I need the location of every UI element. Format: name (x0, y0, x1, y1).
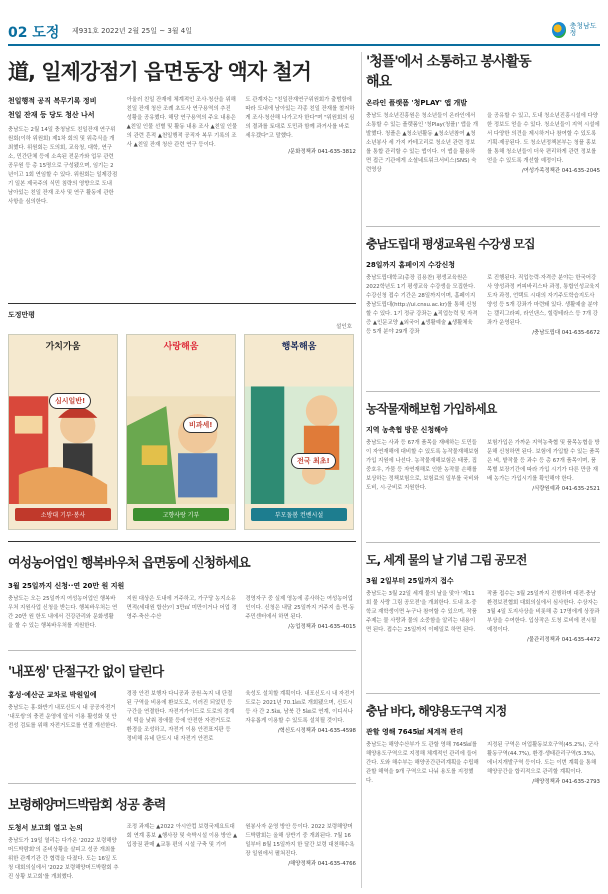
water-contact: /물관리정책과 041-635-4472 (527, 637, 600, 643)
women-contact: /농업정책과 041-635-4015 (288, 624, 356, 630)
lead-title: 道, 일제강점기 읍면동장 액자 철거 (8, 60, 311, 84)
edu-col1: 충남도립대학교(총장 김용찬) 평생교육원은 2022학년도 1기 평생교육 수강생을 모집한다. 수강신청 접수 기간은 28일까지이며, 홈페이지 충남도립대(http://ui.cnsu.ac.kr)를 통해 신청할 수 있다. 1기 정규 강좌는 ▲직업능력 및 자격증 ▲인문교양 ▲외국어 ▲생활예술 ▲생활체육 등 5개 분야 29개 강좌 (366, 275, 478, 335)
bike-title: '내포씽' 단절구간 없이 달린다 (8, 665, 164, 680)
cartoon-panel-2 (126, 334, 236, 530)
insurance-col2: 보험가입은 가까운 지역농축협 및 품목농협을 방문해 신청하면 된다. 보험에 가입할 수 있는 품목은 벼, 밭작물 등 과수 등 총 67개 품목이며, 품목별 보장기간에 따라 가입 시기가 다른 만큼 재배 농가는 가입시기를 확인해야 한다. (487, 440, 600, 482)
lead-body (8, 96, 356, 207)
panel-bubble: 전국 최초! (291, 453, 336, 469)
water-title: 도, 세계 물의 날 기념 그림 공모전 (366, 553, 527, 567)
insurance-sub: 지역 농축협 방문 신청해야 (366, 426, 448, 434)
cartoon-artist: 설인호 (336, 324, 352, 330)
water-col1: 충남도는 3월 22일 세계 물의 날을 맞아 '제11회 물 사랑 그림 공모전'을 개최한다. 도내 초·중학교 재학생이면 누구나 참여할 수 있으며, 작품 주제는 물 사랑과 물의 소중함을 알리는 내용이면 된다. 접수는 25일까지 이메일로 하면 된다. (366, 591, 477, 633)
mud-col1: 충남도가 19일 열리는 다가온 '2022 보령해양머드박람회'의 준비상황을 살피고 성공 개최를 위한 관계기관 간 협력을 다졌다. 도는 16일 도청 대회의실에서 '2022 보령해양머드박람회 추진 상황 보고회'를 개최했다. (8, 838, 119, 880)
mud-sub: 도청서 보고회 열고 논의 (8, 824, 83, 832)
cartoon-panel-3 (244, 334, 354, 530)
panel-caption: 행복해움 (281, 342, 317, 352)
lead-col3: 도 관계자는 "친일잔재연구위원회가 출범함에 따라 도내에 남아있는 각종 친일 잔재를 철저하게 조사·청산해 나가고자 한다"며 "위원회의 심의 결과를 토대로 도민과 함께 과거사를 바로 세우겠다"고 말했다. (245, 97, 355, 139)
bike-contact: /혁신도시정책과 041-635-4598 (277, 728, 356, 734)
bike-col3: 육성도 설치할 계획이다. 내포신도시 내 자전거도로는 2021년 70.1㎞로 개회됐으며, 신도시 등 사 간 2.5㎞, 남북 간 5㎞로 연계, 이디서나 자유롭게 이용할 수 있도록 설치될 것이다. (245, 691, 355, 724)
edu-sub: 28일까지 홈페이지 수강신청 (366, 261, 455, 269)
lead-sub2: 천일 잔재 등 당도 청산 나서 (8, 111, 95, 119)
lead-col1: 충남도는 2월 14일 충청남도 친일잔재 연구위원회(이하 위원회) 제1차 회의 및 위촉식을 개최했다. 위원회는 도의회, 교육청, 대학, 연구소, 민간단체 등에 소속된 전문가와 업무 관련 공무원 등 총 15명으로 구성됐으며, 임기는 2년이고 1회 연임할 수 있다. 위원회는 일제강점기 일본 제국주의 식민 침략의 영향으로 도내 남아있는 친일 잔재 조사 및 연구 활동에 관한 사항을 심의한다. (8, 127, 118, 205)
lead-contact: /문화정책과 041-635-3812 (288, 149, 356, 155)
chungplay-contact: /여성가족정책관 041-635-2045 (521, 168, 600, 174)
mud-contact: /해양정책과 041-635-4766 (288, 861, 356, 867)
mud-title: 보령해양머드박람회 성공 총력 (8, 798, 166, 813)
page-section-label: 02 도정 (8, 25, 60, 41)
article-water (366, 543, 600, 693)
article-bike (8, 651, 356, 783)
logo-text: 충청남도정 (569, 22, 597, 37)
panel-bubble: 심시일반! (49, 393, 91, 409)
mud-col3: 원봉사자 운영 방안 등이다. 2022 보령해양머드박람회는 올해 상반기 중 개최된다. 7월 16일부터 8월 15일까지 한 달간 보령 대천해수욕장 일원에서 펼쳐진다. (245, 824, 355, 857)
right-column (366, 52, 600, 786)
lead-sub1: 천일행적 공직 복무기록 정비 (8, 97, 97, 105)
bike-col2: 경장 안전 보행자 다니공과 공원·녹지 내 단절된 구역을 비용에 환보도로, 이러진 되었던 등 구간을 연결한다. 자전거가이드로 도로의 경계석 턱을 낮춰 장애물 등에 안전한 자전거도로 환경을 조성하고, 자전거 이용 안전표지판 등 정비해 유네 단도시 내 자전거 안전로 (126, 691, 235, 742)
chungplay-title: '청플'에서 소통하고 봉사활동 해요 (366, 54, 531, 90)
editorial-cartoon (8, 303, 356, 533)
article-women (8, 542, 356, 650)
panel-tag: 부모돌봄 컨벤시설 (251, 508, 347, 521)
care-illustration (245, 357, 353, 504)
article-mud (8, 784, 356, 882)
newspaper-logo (552, 18, 600, 42)
panel-caption: 사랑해움 (163, 342, 199, 352)
left-column (8, 52, 356, 882)
page-header (8, 18, 600, 46)
issue-info: 제931호 2022년 2월 25일 ~ 3월 4일 (72, 27, 192, 35)
insurance-contact: /식량원예과 041-635-2521 (532, 486, 600, 492)
lead-article (8, 56, 356, 301)
panel-tag: 소방대 기부·봉사 (15, 508, 111, 521)
lead-col2: 아울러 친일 잔재에 체계적인 조사·청산을 위해 친일 잔재 청산 조례 초도사 연구용역의 추진 성황을 공유했다. 해당 연구용역의 주요 내용은 ▲친일 인물 선별 및 활동 내용 조사 ▲친일 인물의 관련 흔적 ▲천일행적 공직자 복무 기록의 조사 ▲친일 잔재 청산 관련 연구 등이다. (126, 97, 238, 148)
cartoon-label: 도정만평 (8, 311, 36, 319)
edu-contact: /충남도립대 041-635-6672 (532, 330, 600, 336)
article-ocean (366, 694, 600, 786)
insurance-col1: 충남도는 사과 등 67개 품목을 재배하는 도민들이 자연재해에 대비할 수 있도록 농작물재해보험 가입 지원에 나선다. 농작물재해보험은 태풍, 집중호우, 가뭄 등 자연재해로 인한 농작물 손해를 보상하는 정책보험으로, 보험료의 일부를 국비와 도비, 시·군비로 지원한다. (366, 440, 479, 491)
donation-illustration (127, 357, 235, 504)
water-sub: 3월 2일부터 25일까지 접수 (366, 577, 454, 585)
article-insurance (366, 392, 600, 542)
insurance-title: 농작물재해보험 가입하세요 (366, 402, 497, 416)
ocean-col1: 충남도는 해양수산부가 도 관할 영해 7645㎢를 해양용도구역으로 지정해 체계적인 관리에 들어간다. 도와 해수부는 해양공간관리계획을 수립해 관할 해역을 9개 구역으로 나눠 용도를 지정했다. (366, 742, 479, 784)
firefighter-illustration (9, 357, 117, 504)
women-col1: 충남도는 오는 25일까지 여성농어업인 행복바우처 지원사업 신청을 받는다. 행복바우처는 연간 20만 원 한도 내에서 건강관리와 문화생활을 할 수 있는 행복바우처를 지원한다. (8, 596, 118, 629)
ocean-title: 충남 바다, 해양용도구역 지정 (366, 704, 507, 718)
ocean-sub: 관할 영해 7645㎢ 체계적 관리 (366, 728, 464, 736)
chungplay-col2: 을 공유할 수 있고, 도내 청소년진흥시설에 다양한 정보도 얻을 수 있다. 청소년들이 지역 시설에서 다양한 의견을 제시하거나 참여할 수 있도록 기획·제공된다. 도 청소년정책본부는 청플 홍보를 통해 청소년들이 더욱 편리하게 관련 정보를 얻을 수 있도록 개선할 예정이다. (487, 113, 600, 164)
chungplay-sub: 온라인 플랫폼 '청PLAY' 앱 개발 (366, 99, 468, 107)
panel-tag: 고향사랑 기부 (133, 508, 229, 521)
ocean-contact: /해양정책과 041-635-2793 (532, 779, 600, 785)
panel-caption: 가치가움 (45, 342, 81, 352)
panel-bubble: 비과세! (183, 417, 218, 433)
women-sub: 3월 25일까지 신청··연 20만 원 지원 (8, 582, 125, 590)
bike-sub: 홍성·예산군 교차로 박원일에 (8, 691, 97, 699)
article-edu (366, 227, 600, 391)
chungplay-col1: 충남도 청소년진흥원은 청소년들이 온라인에서 소통할 수 있는 플랫폼인 '청Play(청플)' 앱을 개발했다. 청플은 ▲청소년활동 ▲청소년참여 ▲청소년봉사 세 가지 카테고리로 청소년 관련 정보를 통합 관리할 수 있는 앱이다. 이 앱을 활용하면 접근 기관에게 소셜네트워크서비스(SNS) 숙련영상 (366, 113, 479, 173)
bike-col1: 충남도는 홍·화반기 내포신도시 내 공공자전거 '내포씽'의 충전 운영에 앞서 이용 활성화 및 안전성 검토를 위해 자전거도로를 연결 개선한다. (8, 705, 118, 729)
cartoon-panel-1 (8, 334, 118, 530)
water-col2: 작품 접수는 3월 25일까지 진행하며 대전·충남환경보전협회 대회의실에서 심사한다. 수상자는 3월 4일 도지사상을 비롯해 총 17명에게 상장과 부상을 수여한다. 입상작은 도청 로비에 전시될 예정이다. (487, 591, 600, 633)
mud-col2: 조정 과제는 ▲2022 아시안컵 보령국제요트대회 연계 홍보 ▲행사장 및 숙박시설 이용 방안 ▲입장권 판매 ▲교통 편의 시설 구축 및 기여 (126, 824, 238, 848)
women-title: 여성농어업인 행복바우처 읍면동에 신청하세요 (8, 556, 250, 571)
edu-title: 충남도립대 평생교육원 수강생 모집 (366, 237, 535, 251)
logo-icon (552, 22, 566, 38)
women-col2: 지원 대상은 도내에 거주하고, 가구당 농지소유 면적(세대원 합산)이 3만㎡ 미만이거나 어업 경영주·축산·수산 (126, 596, 237, 620)
column-divider (361, 52, 362, 888)
women-col3: 경영자구 중 실제 영농에 종사하는 여성농어업인이다. 신청은 내달 25일까지 거주지 읍·면·동 주민센터에서 하면 된다. (245, 596, 355, 620)
edu-col2: 로 진행된다. 직업능력·자격증 분야는 한국어강사 양성과정 커피바리스타 과정, 통합인성교육지도자 과정, 언택트 시대의 자기주도학습지도사 양성 등 5개 강좌가 마련돼 있다. 생활예술 분야는 캘리그라피, 라인댄스, 힐링테라스 등 7개 강좌가 운영된다. (487, 275, 600, 326)
article-chungplay (366, 52, 600, 226)
ocean-col2: 지정된 구역은 어업활동보호구역(45.2%), 군사활동구역(44.7%), 환경·생태관리구역(5.3%), 에너지개발구역 등이다. 도는 이번 계획을 통해 해양공간을 합리적으로 관리할 계획이다. (487, 742, 599, 775)
